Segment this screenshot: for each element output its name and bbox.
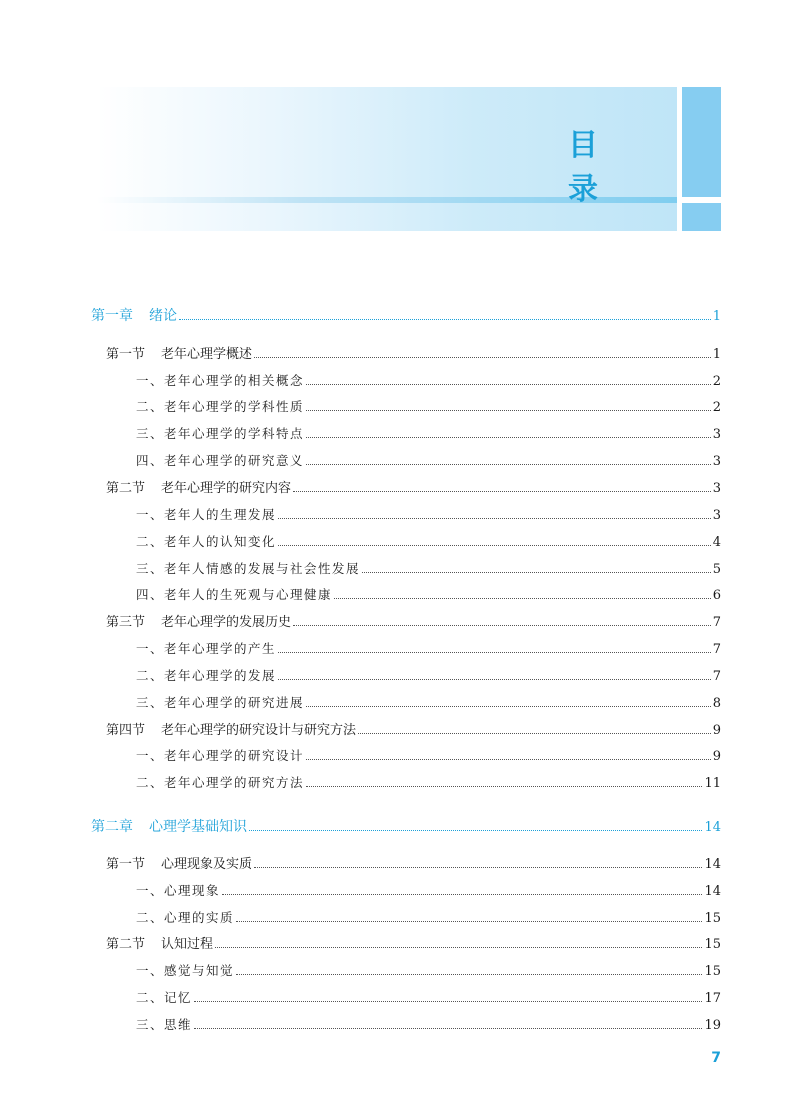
toc-item[interactable] — [136, 694, 721, 712]
item-page: 19 — [704, 1018, 721, 1033]
item-label: 二、老年人的认知变化 — [136, 534, 277, 549]
dot-leader — [334, 586, 711, 599]
section-page: 14 — [704, 857, 721, 872]
dot-leader — [293, 613, 711, 626]
item-label: 四、老年人的生死观与心理健康 — [136, 587, 333, 602]
toc-item[interactable] — [136, 372, 721, 390]
page-number: 7 — [711, 1050, 721, 1066]
section-number: 第一节 — [106, 857, 146, 872]
toc-item[interactable] — [136, 533, 721, 551]
chapter-title: 绪论 — [149, 308, 177, 324]
header-block-top — [682, 87, 721, 197]
item-page: 3 — [712, 508, 721, 523]
dot-leader — [179, 307, 711, 320]
section-title: 认知过程 — [161, 937, 214, 952]
toc-item[interactable] — [136, 560, 721, 578]
section-page: 7 — [712, 615, 721, 630]
dot-leader — [222, 882, 702, 895]
page-title: 目 录 — [568, 128, 676, 207]
toc-section[interactable] — [106, 855, 721, 873]
section-page: 15 — [704, 937, 721, 952]
item-page: 6 — [712, 588, 721, 603]
section-number: 第二节 — [106, 481, 146, 496]
section-page: 9 — [712, 723, 721, 738]
dot-leader — [306, 774, 702, 787]
header-block-bottom — [682, 203, 721, 231]
item-page: 15 — [704, 964, 721, 979]
dot-leader — [293, 479, 711, 492]
item-page: 9 — [712, 749, 721, 764]
toc-section[interactable] — [106, 479, 721, 497]
item-label: 一、老年心理学的产生 — [136, 641, 277, 656]
section-title: 老年心理学的研究内容 — [161, 481, 292, 496]
toc-chapter[interactable] — [91, 307, 721, 325]
dot-leader — [194, 1016, 702, 1029]
item-page: 3 — [712, 427, 721, 442]
item-label: 三、思维 — [136, 1017, 193, 1032]
section-title: 老年心理学概述 — [161, 347, 253, 362]
item-label: 二、老年心理学的发展 — [136, 668, 277, 683]
toc-item[interactable] — [136, 882, 721, 900]
dot-leader — [194, 989, 702, 1002]
item-page: 5 — [712, 562, 721, 577]
toc-item[interactable] — [136, 452, 721, 470]
item-label: 四、老年心理学的研究意义 — [136, 453, 305, 468]
section-page: 3 — [712, 481, 721, 496]
item-label: 一、心理现象 — [136, 883, 221, 898]
item-label: 二、老年心理学的研究方法 — [136, 775, 305, 790]
chapter-number: 第一章 — [91, 308, 133, 324]
dot-leader — [306, 747, 711, 760]
dot-leader — [278, 640, 711, 653]
dot-leader — [306, 398, 711, 411]
toc-chapter[interactable] — [91, 818, 721, 836]
dot-leader — [278, 667, 711, 680]
dot-leader — [278, 533, 711, 546]
item-label: 一、老年人的生理发展 — [136, 507, 277, 522]
dot-leader — [362, 560, 711, 573]
item-label: 一、老年心理学的相关概念 — [136, 373, 305, 388]
section-number: 第一节 — [106, 347, 146, 362]
item-page: 4 — [712, 535, 721, 550]
chapter-number: 第二章 — [91, 819, 133, 835]
item-label: 三、老年心理学的学科特点 — [136, 426, 305, 441]
section-title: 老年心理学的研究设计与研究方法 — [161, 723, 357, 738]
dot-leader — [249, 818, 702, 831]
toc-item[interactable] — [136, 586, 721, 604]
dot-leader — [254, 855, 702, 868]
item-page: 2 — [712, 374, 721, 389]
chapter-page: 1 — [712, 309, 721, 324]
item-page: 2 — [712, 400, 721, 415]
toc-item[interactable] — [136, 774, 721, 792]
item-page: 11 — [704, 776, 721, 791]
item-label: 三、老年心理学的研究进展 — [136, 695, 305, 710]
item-page: 14 — [704, 884, 721, 899]
item-label: 三、老年人情感的发展与社会性发展 — [136, 561, 361, 576]
section-title: 心理现象及实质 — [161, 857, 253, 872]
chapter-title: 心理学基础知识 — [149, 819, 247, 835]
toc-section[interactable] — [106, 345, 721, 363]
dot-leader — [306, 425, 711, 438]
dot-leader — [236, 962, 702, 975]
toc-item[interactable] — [136, 425, 721, 443]
toc-item[interactable] — [136, 962, 721, 980]
toc-item[interactable] — [136, 667, 721, 685]
dot-leader — [306, 372, 711, 385]
dot-leader — [358, 721, 711, 734]
item-label: 二、老年心理学的学科性质 — [136, 399, 305, 414]
toc-item[interactable] — [136, 989, 721, 1007]
dot-leader — [236, 909, 702, 922]
section-number: 第三节 — [106, 615, 146, 630]
item-label: 一、感觉与知觉 — [136, 963, 235, 978]
toc-section[interactable] — [106, 935, 721, 953]
section-number: 第二节 — [106, 937, 146, 952]
item-label: 二、心理的实质 — [136, 910, 235, 925]
toc-item[interactable] — [136, 747, 721, 765]
item-label: 二、记忆 — [136, 990, 193, 1005]
dot-leader — [306, 452, 711, 465]
section-page: 1 — [712, 347, 721, 362]
item-page: 8 — [712, 696, 721, 711]
dot-leader — [215, 935, 702, 948]
item-page: 15 — [704, 911, 721, 926]
chapter-page: 14 — [704, 820, 721, 835]
section-number: 第四节 — [106, 723, 146, 738]
item-page: 3 — [712, 454, 721, 469]
dot-leader — [278, 506, 711, 519]
toc-item[interactable] — [136, 398, 721, 416]
item-page: 7 — [712, 642, 721, 657]
dot-leader — [306, 694, 711, 707]
dot-leader — [254, 345, 711, 358]
toc-section[interactable] — [106, 613, 721, 631]
toc-item[interactable] — [136, 640, 721, 658]
item-page: 17 — [704, 991, 721, 1006]
toc-item[interactable] — [136, 506, 721, 524]
toc-section[interactable] — [106, 721, 721, 739]
toc-item[interactable] — [136, 1016, 721, 1034]
toc-item[interactable] — [136, 909, 721, 927]
item-page: 7 — [712, 669, 721, 684]
item-label: 一、老年心理学的研究设计 — [136, 748, 305, 763]
section-title: 老年心理学的发展历史 — [161, 615, 292, 630]
